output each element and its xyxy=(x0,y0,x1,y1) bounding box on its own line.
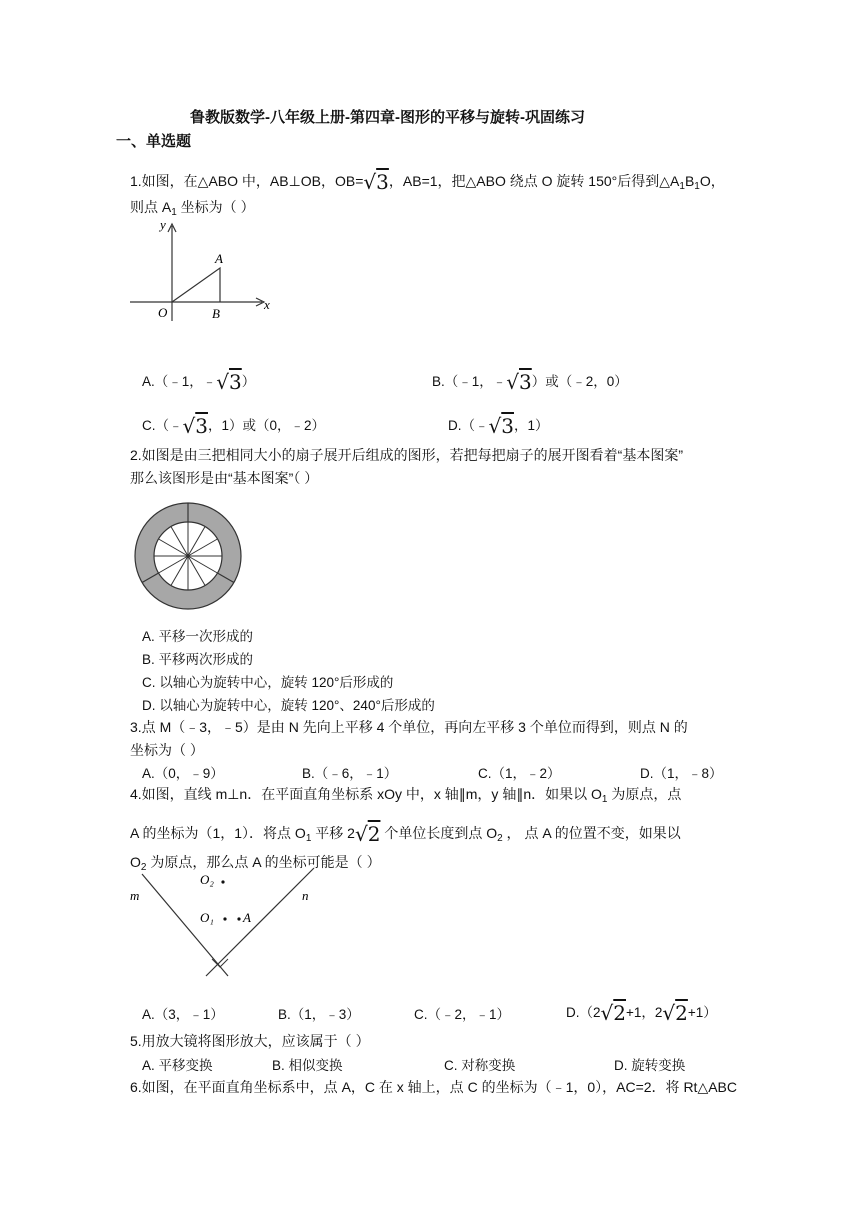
sqrt-symbol: √2 xyxy=(354,822,381,846)
section-heading: 一、单选题 xyxy=(116,133,192,150)
point-b-label: B xyxy=(212,306,220,321)
sqrt-symbol: √3 xyxy=(216,370,242,394)
origin-label: O xyxy=(158,305,168,320)
q4-option-b[interactable]: B.（1，﹣3） xyxy=(278,1007,360,1022)
q3-line2: 坐标为（ ） xyxy=(130,742,204,758)
q1-option-c[interactable]: C.（﹣√3，1）或（0，﹣2） xyxy=(142,414,326,438)
q2-option-b[interactable]: B. 平移两次形成的 xyxy=(142,652,254,667)
y-label: y xyxy=(160,217,166,232)
label-n: n xyxy=(302,888,309,903)
q6-line1: 6.如图，在平面直角坐标系中，点 A，C 在 x 轴上，点 C 的坐标为（﹣1，0），AC=2．将 Rt△ABC xyxy=(130,1079,737,1095)
q5-option-b[interactable]: B. 相似变换 xyxy=(272,1058,343,1073)
q5-line1: 5.用放大镜将图形放大，应该属于（ ） xyxy=(130,1033,370,1049)
q4-option-d[interactable]: D.（2√2+1，2√2+1） xyxy=(566,1001,717,1025)
sqrt-symbol: √3 xyxy=(506,370,532,394)
q1-line1: 1.如图，在△ABO 中，AB⊥OB，OB=√3，AB=1，把△ABO 绕点 O 旋转 150°后得到$\triangle A_1B_1O$， xyxy=(130,170,725,194)
page-title: 鲁教版数学-八年级上册-第四章-图形的平移与旋转-巩固练习 xyxy=(190,109,585,126)
q4-lines-figure xyxy=(128,866,328,978)
x-label: x xyxy=(264,297,270,312)
q2-fan-figure xyxy=(133,501,243,611)
point-o2 xyxy=(221,880,224,883)
point-a-label: A xyxy=(215,251,223,266)
label-a: A xyxy=(243,910,251,925)
q1-option-a[interactable]: A.（﹣1，﹣√3） xyxy=(142,370,256,394)
q1-option-d[interactable]: D.（﹣√3，1） xyxy=(448,414,549,438)
q4-option-a[interactable]: A.（3，﹣1） xyxy=(142,1007,224,1022)
q4-line1: 4.如图，直线 m⊥n．在平面直角坐标系 xOy 中，x 轴∥m，y 轴∥n．如果以 $O_1$ 为原点，点 xyxy=(130,786,682,805)
q2-option-a[interactable]: A. 平移一次形成的 xyxy=(142,629,254,644)
q3-option-c[interactable]: C.（1，﹣2） xyxy=(478,766,561,781)
label-o1: O₁ xyxy=(200,910,214,925)
q4-line2: A 的坐标为（1，1）．将点 $O_1$ 平移 2√2 个单位长度到点 $O_2$ ， 点 A 的位置不变，如果以 xyxy=(130,822,681,846)
q3-line1: 3.点 M（﹣3，﹣5）是由 N 先向上平移 4 个单位，再向左平移 3 个单位而得到，则点 N 的 xyxy=(130,719,688,735)
sqrt-symbol: √3 xyxy=(363,170,389,194)
sqrt-symbol: √2 xyxy=(662,1001,688,1025)
q2-option-d[interactable]: D. 以轴心为旋转中心，旋转 120°、240°后形成的 xyxy=(142,698,435,713)
q3-option-b[interactable]: B.（﹣6，﹣1） xyxy=(302,766,398,781)
q4-line3: $O_2$ 为原点，那么点 A 的坐标可能是（ ） xyxy=(130,854,381,873)
sqrt-symbol: √2 xyxy=(600,1001,626,1025)
q3-option-d[interactable]: D.（1，﹣8） xyxy=(640,766,723,781)
triangle-abo xyxy=(172,268,220,302)
q1-coordinate-figure xyxy=(126,216,276,326)
label-o2: O₂ xyxy=(200,872,214,887)
q1-text-a: 1.如图，在△ABO 中，AB⊥OB，OB= xyxy=(130,173,364,189)
label-m: m xyxy=(130,888,140,903)
q2-option-c[interactable]: C. 以轴心为旋转中心，旋转 120°后形成的 xyxy=(142,675,394,690)
q1-option-b[interactable]: B.（﹣1，﹣√3）或（﹣2，0） xyxy=(432,370,628,394)
q5-option-a[interactable]: A. 平移变换 xyxy=(142,1058,213,1073)
sqrt-symbol: √3 xyxy=(488,414,514,438)
line-m xyxy=(142,874,228,976)
point-a xyxy=(237,917,240,920)
line-n xyxy=(206,868,314,976)
q1-text-b: ，AB=1，把△ABO 绕点 O 旋转 150°后得到△A xyxy=(388,173,680,189)
q3-option-a[interactable]: A.（0，﹣9） xyxy=(142,766,224,781)
q5-option-c[interactable]: C. 对称变换 xyxy=(444,1058,516,1073)
q2-line2: 那么该图形是由“基本图案”（ ） xyxy=(130,470,319,486)
q4-option-c[interactable]: C.（﹣2，﹣1） xyxy=(414,1007,511,1022)
q1-line2: 则点 $A_1$ 坐标为（ ） xyxy=(130,199,255,218)
point-o1 xyxy=(223,917,226,920)
q2-line1: 2.如图是由三把相同大小的扇子展开后组成的图形，若把每把扇子的展开图看着“基本图案” xyxy=(130,447,683,463)
q5-option-d[interactable]: D. 旋转变换 xyxy=(614,1058,686,1073)
sqrt-symbol: √3 xyxy=(182,414,208,438)
